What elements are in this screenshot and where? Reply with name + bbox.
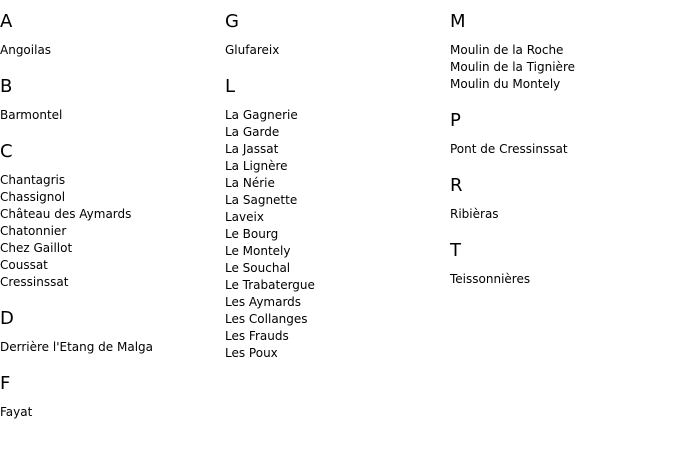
list-item[interactable]: La Sagnette (225, 193, 298, 207)
list-item[interactable]: Le Bourg (225, 227, 279, 241)
letter-group-l (225, 75, 450, 362)
list-item[interactable]: Coussat (0, 258, 48, 272)
list-item[interactable]: Chatonnier (0, 224, 67, 238)
letter-group-d (0, 307, 225, 356)
index-column-1 (0, 10, 225, 421)
letter-heading: R (450, 175, 463, 196)
letter-heading: D (0, 308, 14, 329)
item-list (225, 107, 450, 362)
item-list (450, 271, 675, 288)
list-item[interactable]: La Jassat (225, 142, 279, 156)
item-list (450, 206, 675, 223)
item-list (450, 141, 675, 158)
list-item[interactable]: Angoilas (0, 43, 52, 57)
list-item[interactable]: Le Trabatergue (225, 278, 315, 292)
list-item[interactable]: Les Frauds (225, 329, 289, 343)
list-item[interactable]: Moulin du Montely (450, 77, 561, 91)
list-item[interactable]: Derrière l'Etang de Malga (0, 340, 153, 354)
item-list (450, 42, 675, 93)
letter-group-a (0, 10, 225, 59)
list-item[interactable]: Le Souchal (225, 261, 291, 275)
list-item[interactable]: La Gagnerie (225, 108, 298, 122)
letter-heading: G (225, 11, 239, 32)
list-item[interactable]: Fayat (0, 405, 33, 419)
list-item[interactable]: Les Collanges (225, 312, 308, 326)
list-item[interactable]: Moulin de la Tignière (450, 60, 575, 74)
list-item[interactable]: Les Poux (225, 346, 278, 360)
letter-heading: F (0, 373, 11, 394)
list-item[interactable]: Ribièras (450, 207, 499, 221)
item-list (225, 42, 450, 59)
list-item[interactable]: Barmontel (0, 108, 63, 122)
list-item[interactable]: Chassignol (0, 190, 66, 204)
letter-group-p (450, 109, 675, 158)
list-item[interactable]: Cressinssat (0, 275, 69, 289)
list-item[interactable]: Le Montely (225, 244, 291, 258)
letter-group-m (450, 10, 675, 93)
letter-group-c (0, 140, 225, 291)
letter-group-b (0, 75, 225, 124)
list-item[interactable]: La Nérie (225, 176, 275, 190)
list-item[interactable]: Chez Gaillot (0, 241, 73, 255)
item-list (0, 42, 225, 59)
list-item[interactable]: Les Aymards (225, 295, 302, 309)
list-item[interactable]: Moulin de la Roche (450, 43, 564, 57)
list-item[interactable]: Chantagris (0, 173, 66, 187)
item-list (0, 172, 225, 291)
list-item[interactable]: La Lignère (225, 159, 288, 173)
letter-group-r (450, 174, 675, 223)
letter-heading: A (0, 11, 13, 32)
letter-heading: T (450, 240, 461, 261)
letter-group-f (0, 372, 225, 421)
item-list (0, 404, 225, 421)
item-list (0, 107, 225, 124)
item-list (0, 339, 225, 356)
letter-heading: B (0, 76, 13, 97)
letter-heading: M (450, 11, 466, 32)
letter-heading: P (450, 110, 461, 131)
list-item[interactable]: Teissonnières (450, 272, 531, 286)
letter-group-t (450, 239, 675, 288)
letter-heading: L (225, 76, 236, 97)
list-item[interactable]: Château des Aymards (0, 207, 132, 221)
letter-group-g (225, 10, 450, 59)
list-item[interactable]: Laveix (225, 210, 264, 224)
list-item[interactable]: Pont de Cressinssat (450, 142, 568, 156)
index-column-2 (225, 10, 450, 362)
index-column-3 (450, 10, 675, 288)
list-item[interactable]: La Garde (225, 125, 280, 139)
list-item[interactable]: Glufareix (225, 43, 280, 57)
letter-heading: C (0, 141, 13, 162)
